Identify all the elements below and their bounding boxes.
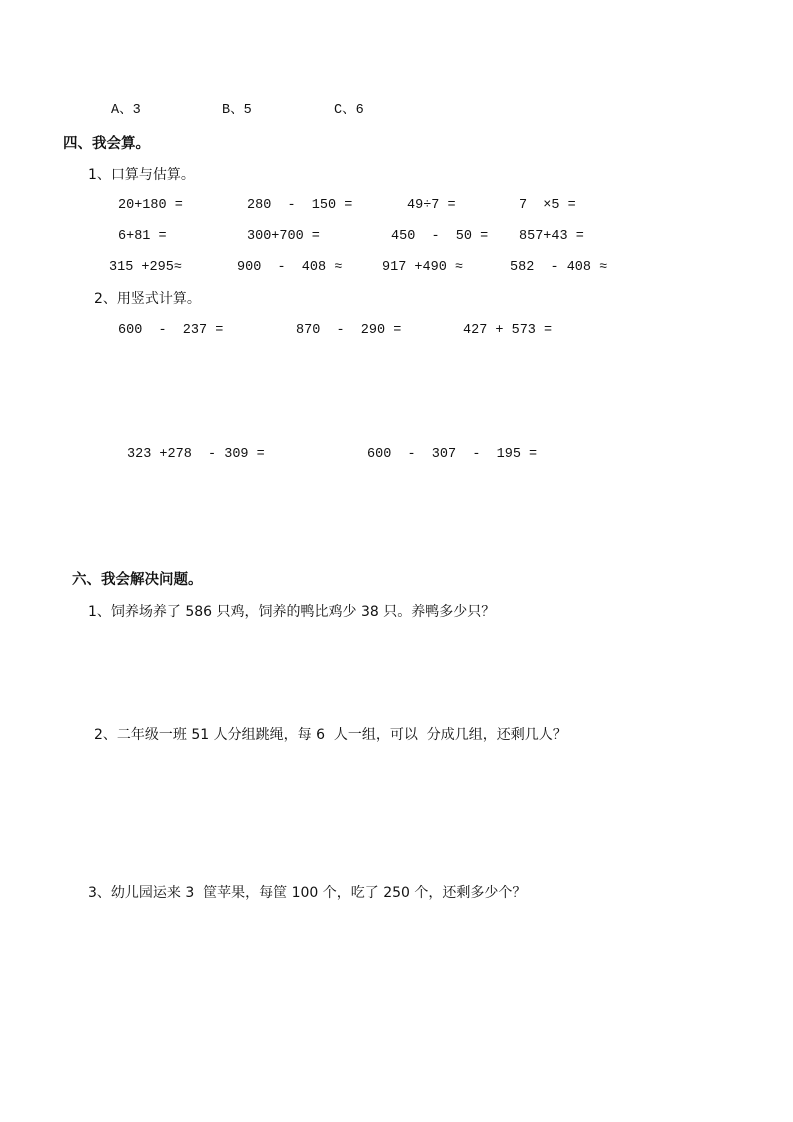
estimate-3-2: 900 - 408 ≈ xyxy=(237,260,343,275)
vertical-calc-4: 323 +278 - 309 = xyxy=(127,447,265,462)
word-problem-1: 1、饲养场养了 586 只鸡，饲养的鸭比鸡少 38 只。养鸭多少只？ xyxy=(88,604,496,620)
mental-math-1-2: 280 - 150 = xyxy=(247,198,353,213)
mental-math-1-1: 20+180 = xyxy=(118,198,183,213)
word-problem-3: 3、幼儿园运来 3 筐苹果，每筐 100 个，吃了 250 个，还剩多少个？ xyxy=(88,885,527,901)
mental-math-2-2: 300+700 = xyxy=(247,229,320,244)
vertical-calc-3: 427 + 573 = xyxy=(463,323,553,338)
mental-math-2-3: 450 - 50 = xyxy=(391,229,489,244)
vertical-calc-5: 600 - 307 - 195 = xyxy=(367,447,538,462)
vertical-calc-1: 600 - 237 = xyxy=(118,323,224,338)
mental-math-1-3: 49÷7 = xyxy=(407,198,456,213)
mental-math-2-4: 857+43 = xyxy=(519,229,584,244)
part-2-heading: 2、用竖式计算。 xyxy=(94,291,201,307)
choice-b: B、5 xyxy=(222,103,252,118)
estimate-3-1: 315 +295≈ xyxy=(109,260,182,275)
choice-a: A、3 xyxy=(111,103,141,118)
choice-c: C、6 xyxy=(334,103,364,118)
section-4-heading: 四、我会算。 xyxy=(63,136,150,152)
section-6-heading: 六、我会解决问题。 xyxy=(72,572,203,588)
mental-math-2-1: 6+81 = xyxy=(118,229,167,244)
estimate-3-3: 917 +490 ≈ xyxy=(382,260,464,275)
mental-math-1-4: 7 ×5 = xyxy=(519,198,576,213)
part-1-heading: 1、口算与估算。 xyxy=(88,167,195,183)
estimate-3-4: 582 - 408 ≈ xyxy=(510,260,608,275)
vertical-calc-2: 870 - 290 = xyxy=(296,323,402,338)
word-problem-2: 2、二年级一班 51 人分组跳绳，每 6 人一组，可以 分成几组，还剩几人？ xyxy=(94,727,567,743)
